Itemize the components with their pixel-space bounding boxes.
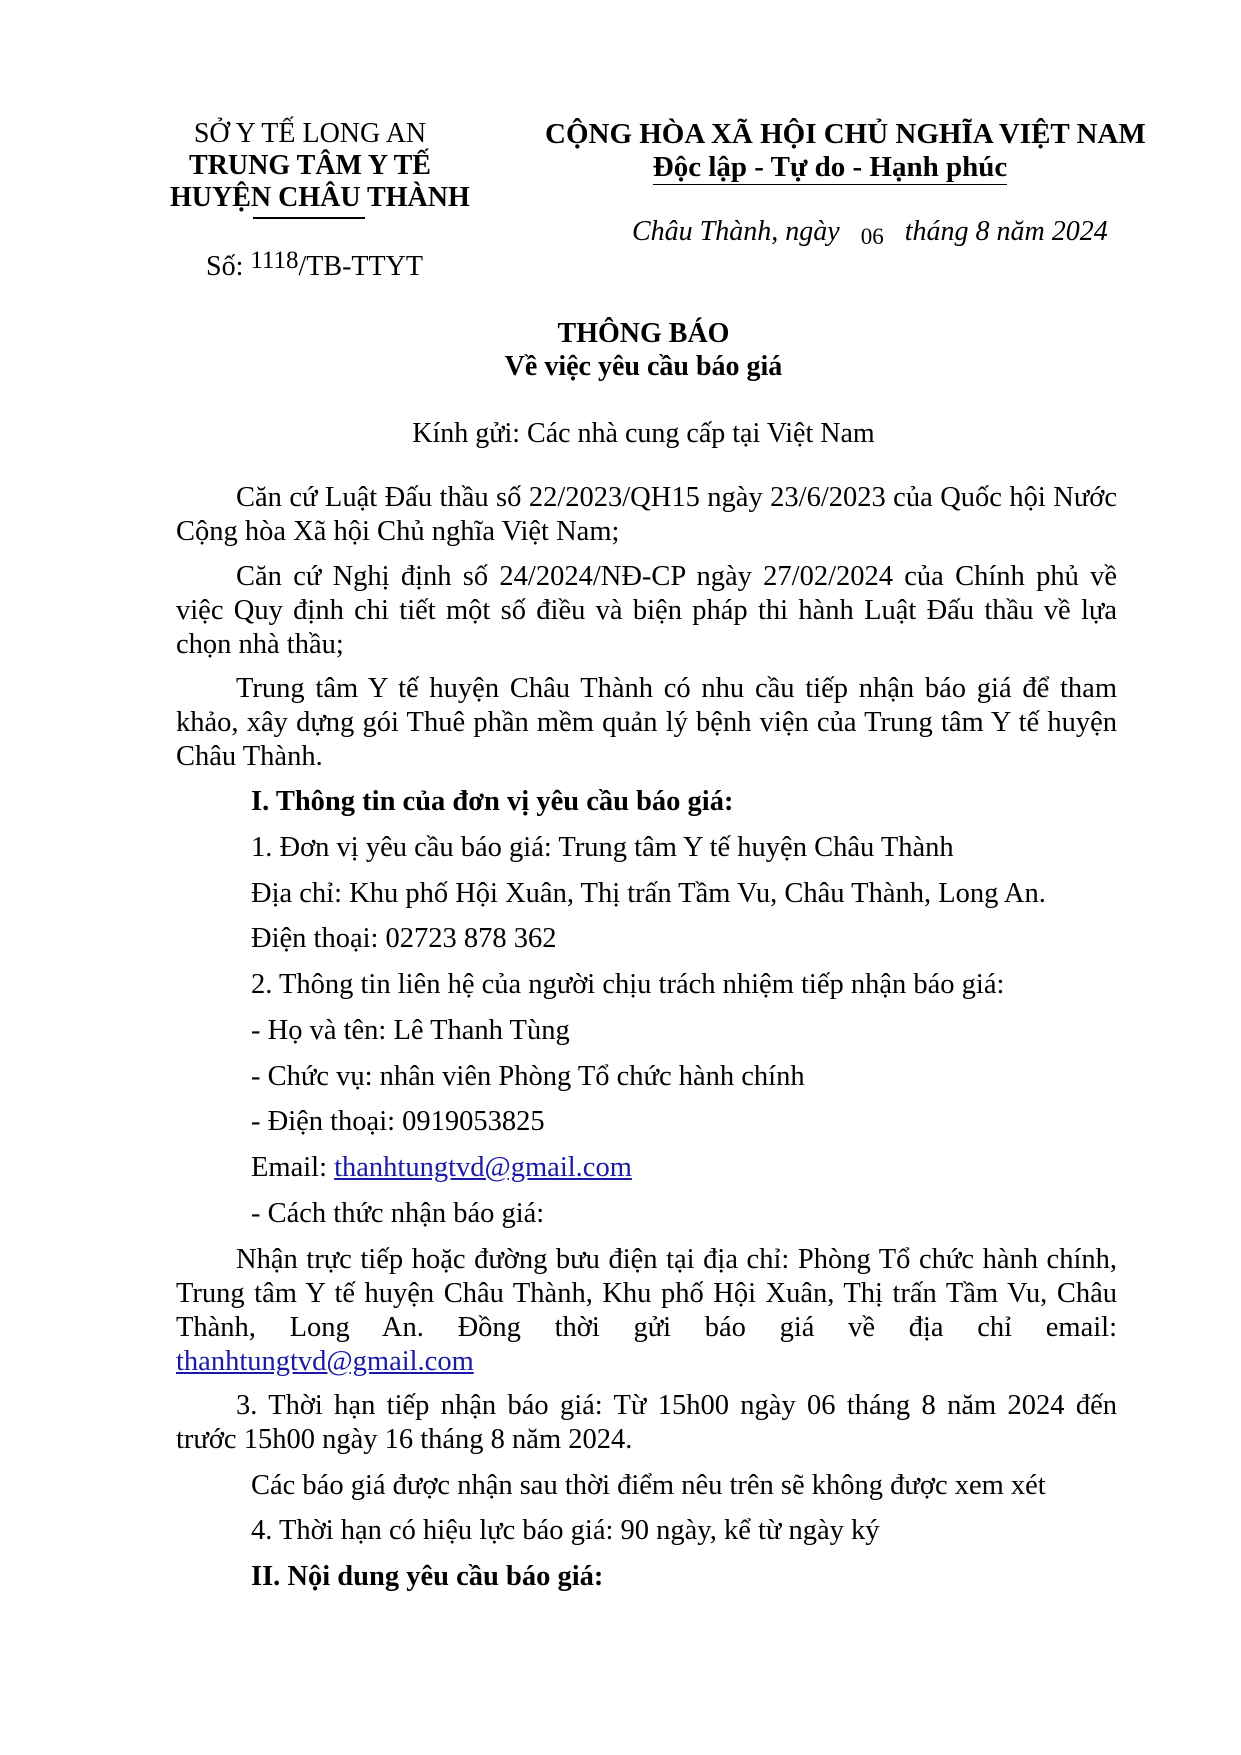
email-link[interactable]: thanhtungtvd@gmail.com <box>334 1152 632 1183</box>
preamble-purpose: Trung tâm Y tế huyện Châu Thành có nhu cầu tiếp nhận báo giá để tham khảo, xây dựng gói Thuê phần mềm quản lý bệnh viện của Trung tâm Y tế huyện Châu Thành. <box>176 673 1117 772</box>
motto <box>545 150 1115 184</box>
receive-method-email-line <box>176 1345 474 1379</box>
place-date <box>632 215 1108 250</box>
email-label: Email: <box>251 1152 335 1183</box>
preamble-decree: Căn cứ Nghị định số 24/2024/NĐ-CP ngày 27/02/2024 của Chính phủ về việc Quy định chi tiết một số điều và biện pháp thi hành Luật Đấu thầu về lựa chọn nhà thầu; <box>176 561 1117 660</box>
number-label: Số: <box>206 251 244 282</box>
requester-phone: Điện thoại: 02723 878 362 <box>251 923 557 954</box>
preamble-law: Căn cứ Luật Đấu thầu số 22/2023/QH15 ngày 23/6/2023 của Quốc hội Nước Cộng hòa Xã hội Chủ nghĩa Việt Nam; <box>176 482 1117 547</box>
number-suffix: /TB-TTYT <box>298 251 423 282</box>
number-value: 1118 <box>250 247 299 274</box>
section1-heading: I. Thông tin của đơn vị yêu cầu báo giá: <box>251 786 734 817</box>
late-quote-note: Các báo giá được nhận sau thời điểm nêu trên sẽ không được xem xét <box>251 1470 1046 1501</box>
recipient-line: Kính gửi: Các nhà cung cấp tại Việt Nam <box>412 418 875 449</box>
contact-position: - Chức vụ: nhân viên Phòng Tổ chức hành chính <box>251 1061 805 1092</box>
center-name-line2: HUYỆN CHÂU THÀNH <box>170 182 470 213</box>
center-name-line1: TRUNG TÂM Y TẾ <box>189 150 431 181</box>
contact-name: - Họ và tên: Lê Thanh Tùng <box>251 1015 570 1046</box>
department-name: SỞ Y TẾ LONG AN <box>193 118 427 149</box>
method-email-link[interactable]: thanhtungtvd@gmail.com <box>176 1346 474 1377</box>
motto-text: Độc lập - Tự do - Hạnh phúc <box>652 151 1008 183</box>
contact-phone: - Điện thoại: 0919053825 <box>251 1106 545 1137</box>
quote-deadline: 3. Thời hạn tiếp nhận báo giá: Từ 15h00 ngày 06 tháng 8 năm 2024 đến trước 15h00 ngày 16 tháng 8 năm 2024. <box>176 1390 1117 1455</box>
document-subtitle: Về việc yêu cầu báo giá <box>504 351 783 382</box>
requester-unit: 1. Đơn vị yêu cầu báo giá: Trung tâm Y tế huyện Châu Thành <box>251 832 954 863</box>
header-left-underline <box>253 217 365 219</box>
receive-method-label: - Cách thức nhận báo giá: <box>251 1198 545 1229</box>
date-suffix: tháng 8 năm 2024 <box>904 216 1108 247</box>
contact-email-line <box>251 1151 632 1185</box>
document-title: THÔNG BÁO <box>557 318 730 349</box>
receive-method-text: Nhận trực tiếp hoặc đường bưu điện tại địa chỉ: Phòng Tổ chức hành chính, Trung tâm Y tế huyện Châu Thành, Khu phố Hội Xuân, Thị trấn Tầm Vu, Châu Thành, Long An. Đồng thời gửi báo giá về địa chỉ email: <box>176 1244 1117 1343</box>
section2-heading: II. Nội dung yêu cầu báo giá: <box>251 1561 604 1592</box>
contact-info-heading: 2. Thông tin liên hệ của người chịu trách nhiệm tiếp nhận báo giá: <box>251 969 1005 1000</box>
date-prefix: Châu Thành, ngày <box>632 216 840 247</box>
quote-validity: 4. Thời hạn có hiệu lực báo giá: 90 ngày, kể từ ngày ký <box>251 1515 880 1546</box>
nation-title: CỘNG HÒA XÃ HỘI CHỦ NGHĨA VIỆT NAM <box>545 118 1146 150</box>
date-day: 06 <box>860 224 884 249</box>
document-number <box>206 247 423 285</box>
requester-address: Địa chỉ: Khu phố Hội Xuân, Thị trấn Tầm Vu, Châu Thành, Long An. <box>251 878 1046 909</box>
